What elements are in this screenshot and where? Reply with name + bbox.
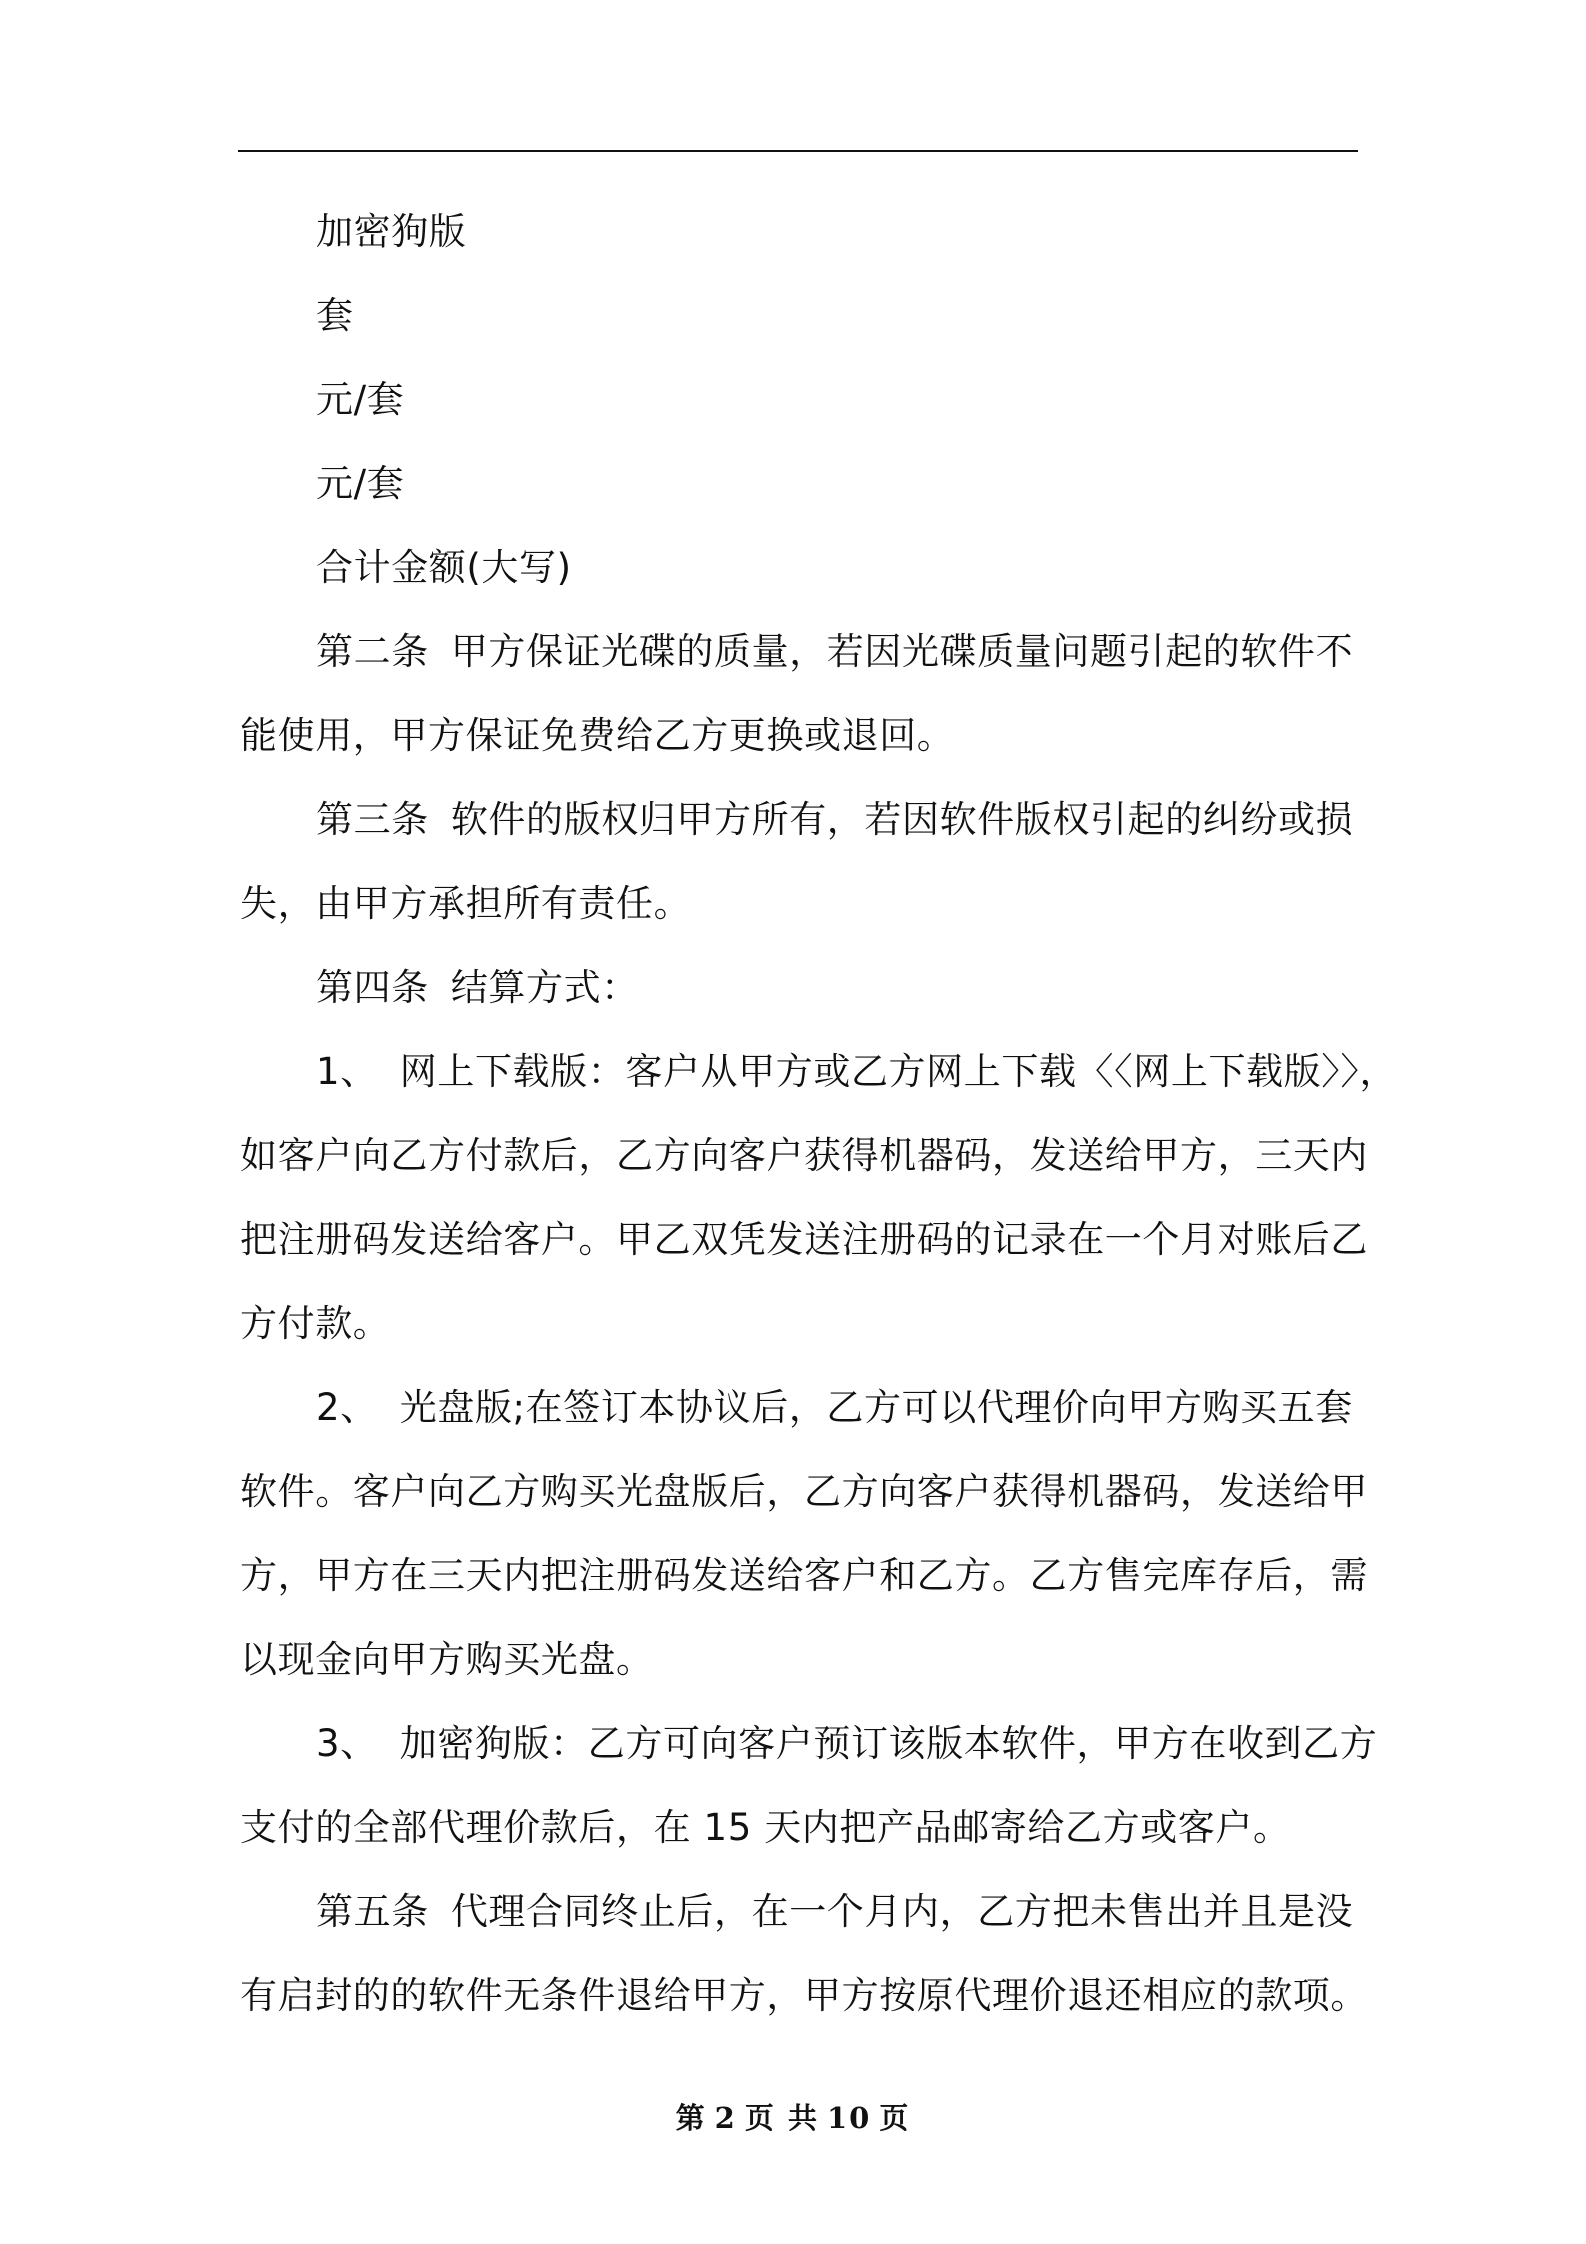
text-segment: 网上下载版：客户从甲方或乙方网上下载〈〈网上下载版〉〉，: [399, 1050, 1398, 1093]
text-segment: 1、: [316, 1050, 378, 1093]
text-segment: 2、: [316, 1386, 378, 1429]
text-line: [240, 610, 1364, 694]
text-segment: 加密狗版：乙方可向客户预订该版本软件，甲方在收到乙方: [399, 1722, 1378, 1765]
text-segment: 第四条: [316, 966, 429, 1009]
footer-middle: 页 共: [744, 2101, 819, 2135]
footer-prefix: 第: [675, 2101, 707, 2135]
text-line: [240, 1786, 1364, 1870]
text-segment: 方付款。: [240, 1302, 391, 1345]
document-body: [240, 190, 1398, 2038]
text-segment: 能使用，甲方保证免费给乙方更换或退回。: [240, 714, 955, 757]
text-segment: 光盘版;在签订本协议后，乙方可以代理价向甲方购买五套: [399, 1386, 1353, 1429]
text-line: [240, 1870, 1364, 1954]
text-line: [240, 274, 1364, 358]
text-segment: 套: [316, 294, 354, 337]
text-segment: 加密狗版: [316, 210, 467, 253]
text-segment: 3、: [316, 1722, 378, 1765]
text-line: [240, 694, 1364, 778]
text-segment: 方，甲方在三天内把注册码发送给客户和乙方。乙方售完库存后，需: [240, 1554, 1368, 1597]
footer-total-pages: 10: [826, 2101, 872, 2135]
text-segment: 第三条: [316, 798, 429, 841]
text-segment: 有启封的的软件无条件退给甲方，甲方按原代理价退还相应的款项。: [240, 1974, 1368, 2017]
text-segment: 元/套: [316, 378, 405, 421]
text-line: [240, 1030, 1398, 1114]
footer-suffix: 页: [879, 2101, 911, 2135]
text-line: [240, 1954, 1368, 2038]
text-segment: 失，由甲方承担所有责任。: [240, 882, 692, 925]
text-segment: 元/套: [316, 462, 405, 505]
text-line: [240, 1534, 1368, 1618]
text-line: [240, 778, 1364, 862]
text-segment: 结算方式：: [450, 966, 639, 1009]
text-line: [240, 358, 1364, 442]
footer-current-page: 2: [714, 2101, 737, 2135]
text-segment: 如客户向乙方付款后，乙方向客户获得机器码，发送给甲方，三天内: [240, 1134, 1368, 1177]
text-segment: 代理合同终止后，在一个月内，乙方把未售出并且是没: [450, 1890, 1354, 1933]
text-segment: 合计金额(大写): [316, 546, 572, 589]
text-line: [240, 946, 1364, 1030]
text-segment: 软件。客户向乙方购买光盘版后，乙方向客户获得机器码，发送给甲: [240, 1470, 1368, 1513]
text-segment: 甲方保证光碟的质量，若因光碟质量问题引起的软件不: [450, 630, 1354, 673]
text-line: [240, 442, 1364, 526]
text-line: [240, 190, 1364, 274]
text-line: [240, 1702, 1378, 1786]
page-footer: [0, 2096, 1586, 2137]
text-segment: 软件的版权归甲方所有，若因软件版权引起的纠纷或损: [450, 798, 1354, 841]
text-line: [240, 862, 1364, 946]
text-line: [240, 1366, 1364, 1450]
text-segment: 第五条: [316, 1890, 429, 1933]
text-line: [240, 1618, 1364, 1702]
text-line: [240, 1450, 1368, 1534]
text-segment: 以现金向甲方购买光盘。: [240, 1638, 654, 1681]
text-line: [240, 1114, 1368, 1198]
text-segment: 支付的全部代理价款后，在 15 天内把产品邮寄给乙方或客户。: [240, 1806, 1291, 1849]
text-line: [240, 1198, 1368, 1282]
text-line: [240, 526, 1364, 610]
text-segment: 第二条: [316, 630, 429, 673]
text-segment: 把注册码发送给客户。甲乙双凭发送注册码的记录在一个月对账后乙: [240, 1218, 1368, 1261]
header-rule: [238, 150, 1358, 152]
text-line: [240, 1282, 1364, 1366]
